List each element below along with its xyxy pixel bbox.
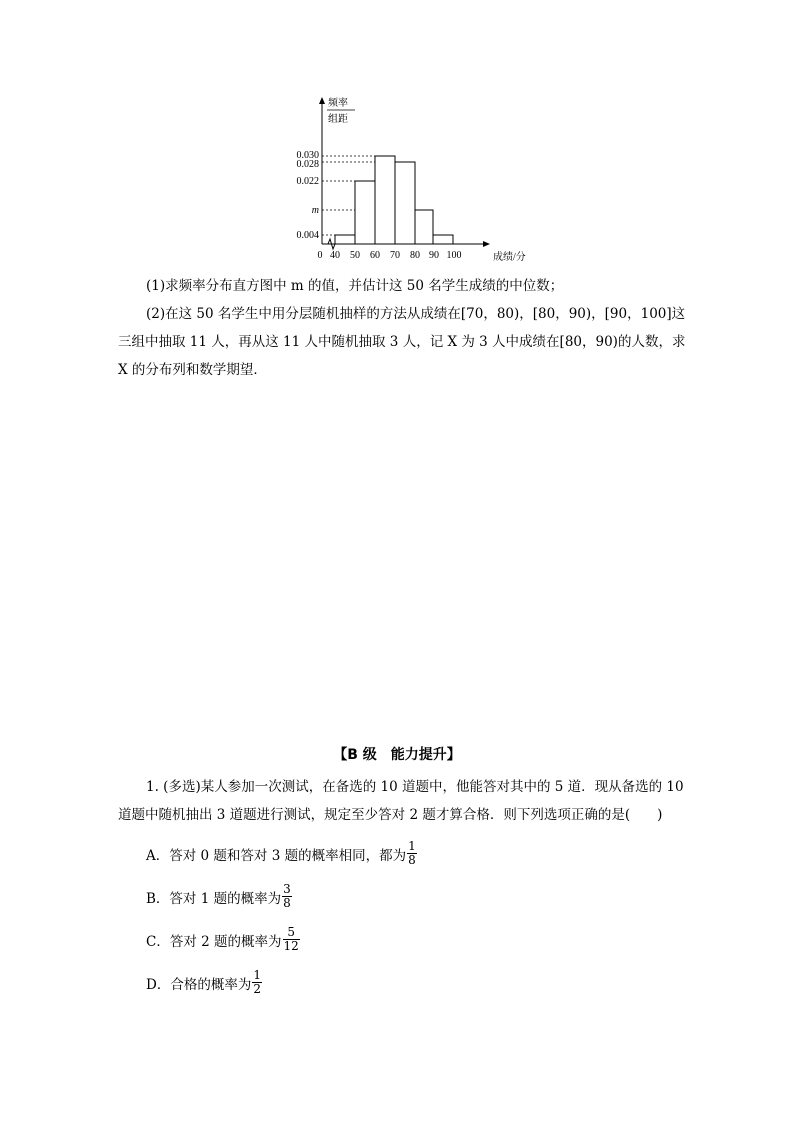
bar-50-60: [355, 181, 375, 244]
option-d-numerator: 1: [253, 968, 261, 982]
x-axis-label: 成绩/分: [493, 252, 526, 263]
option-d-denominator: 2: [253, 982, 261, 996]
option-c-denominator: 12: [283, 939, 299, 953]
y-tick-0.030: 0.030: [296, 150, 319, 161]
option-d-fraction: [252, 969, 262, 996]
x-tick-90: 90: [429, 250, 439, 261]
y-axis-label-bottom: 组距: [328, 114, 348, 125]
x-tick-50: 50: [350, 250, 360, 261]
problem-1-stem: 1. (多选)某人参加一次测试，在备选的 10 道题中，他能答对其中的 5 道．现从备选的 10 道题中随机抽出 3 道题进行测试，规定至少答对 2 题才算合格．则下列选项正确的是( ): [118, 779, 684, 823]
x-tick-80: 80: [410, 250, 420, 261]
option-c-text: C．答对 2 题的概率为: [146, 933, 282, 950]
option-b: [146, 883, 292, 910]
y-tick-0.022: 0.022: [296, 176, 319, 187]
option-c: [146, 926, 300, 953]
question-1: (1)求频率分布直方图中 m 的值，并估计这 50 名学生成绩的中位数；: [146, 278, 564, 294]
x-axis-arrow: [483, 241, 490, 247]
frequency-histogram: [296, 92, 540, 263]
x-tick-100: 100: [446, 250, 462, 261]
option-b-text: B．答对 1 题的概率为: [146, 890, 282, 907]
y-tick-m: m: [311, 205, 319, 216]
option-a-text: A．答对 0 题和答对 3 题的概率相同，都为: [146, 847, 407, 864]
question-2: (2)在这 50 名学生中用分层随机抽样的方法从成绩在[70，80)，[80，90)，[90，100]这三组中抽取 11 人，再从这 11 人中随机抽取 3 人，记 X 为 3 人中成绩在[80，90)的人数，求 X 的分布列和数学期望．: [118, 306, 686, 378]
option-b-fraction: [282, 883, 292, 910]
bar-90-100: [433, 235, 453, 244]
option-a-numerator: 1: [408, 839, 416, 853]
y-axis-label-top: 频率: [328, 98, 348, 109]
bar-60-70: [375, 156, 395, 244]
x-tick-40: 40: [330, 250, 340, 261]
option-d: [146, 969, 262, 996]
origin-label: 0: [317, 250, 323, 261]
option-c-numerator: 5: [287, 925, 295, 939]
x-tick-70: 70: [390, 250, 400, 261]
bar-70-80: [395, 162, 415, 244]
y-axis-arrow: [319, 97, 325, 104]
option-b-numerator: 3: [283, 882, 291, 896]
option-a: [146, 840, 417, 867]
option-c-fraction: [283, 926, 300, 953]
option-d-text: D．合格的概率为: [146, 976, 252, 993]
y-tick-0.004: 0.004: [296, 230, 319, 241]
y-tick-0.028: 0.028: [296, 159, 319, 170]
bar-40-50: [335, 235, 355, 244]
section-b-title: 【B 级 能力提升】: [333, 747, 461, 763]
option-a-denominator: 8: [408, 853, 416, 867]
x-tick-60: 60: [370, 250, 380, 261]
bar-80-90: [415, 210, 433, 244]
option-a-fraction: [407, 840, 417, 867]
option-b-denominator: 8: [283, 896, 291, 910]
